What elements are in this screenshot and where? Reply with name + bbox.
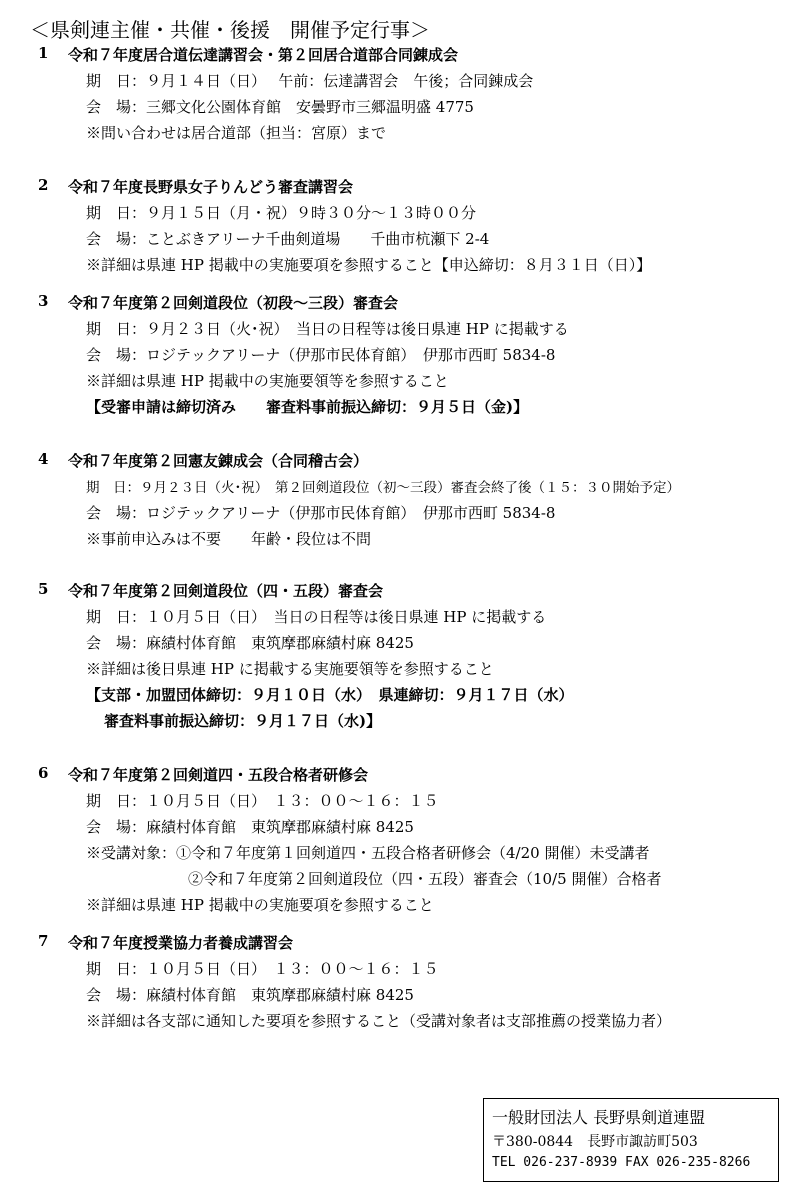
event-venue: 会 場：麻績村体育館 東筑摩郡麻績村麻 8425 (86, 634, 414, 652)
event-title: 令和７年度第２回剣道段位（四・五段）審査会 (68, 582, 384, 600)
event-note: ※問い合わせは居合道部（担当：宮原）まで (86, 124, 387, 142)
event-3 (0, 292, 798, 422)
event-2 (0, 176, 798, 280)
organization-contact-box (483, 1098, 779, 1182)
event-6 (0, 764, 798, 920)
event-note: ※詳細は後日県連 HP に掲載する実施要領等を参照すること (86, 660, 494, 678)
event-header (0, 450, 798, 476)
event-title: 令和７年度授業協力者養成講習会 (68, 934, 294, 952)
event-header (0, 764, 798, 790)
event-7 (0, 932, 798, 1036)
event-venue: 会 場：麻績村体育館 東筑摩郡麻績村麻 8425 (86, 986, 414, 1004)
event-1 (0, 44, 798, 148)
page-title: ＜県剣連主催・共催・後援 開催予定行事＞ (30, 18, 430, 42)
organization-phone-fax: TEL 026-237-8939 FAX 026-235-8266 (492, 1155, 751, 1170)
event-title: 令和７年度第２回剣道四・五段合格者研修会 (68, 766, 369, 784)
event-header (0, 44, 798, 70)
event-note: ※詳細は各支部に通知した要項を参照すること（受講対象者は支部推薦の授業協力者） (86, 1012, 672, 1030)
event-number: 3 (38, 292, 49, 310)
event-venue: 会 場：ロジテックアリーナ（伊那市民体育館） 伊那市西町 5834-8 (86, 346, 556, 364)
event-date: 期 日：１０月５日（日） １３：００～１６：１５ (86, 960, 439, 978)
event-4 (0, 450, 798, 554)
event-number: 7 (38, 932, 49, 950)
event-date: 期 日：９月１５日（月・祝）９時３０分～１３時００分 (86, 204, 477, 222)
organization-name: 一般財団法人 長野県剣道連盟 (492, 1108, 706, 1127)
event-title: 令和７年度居合道伝達講習会・第２回居合道部合同錬成会 (68, 46, 459, 64)
event-number: 2 (38, 176, 49, 194)
event-title: 令和７年度第２回憲友錬成会（合同稽古会） (68, 452, 369, 470)
event-number: 6 (38, 764, 49, 782)
event-target-2: ②令和７年度第２回剣道段位（四・五段）審査会（10/5 開催）合格者 (188, 870, 662, 888)
event-note: ※事前申込みは不要 年齢・段位は不問 (86, 530, 372, 548)
event-note: ※詳細は県連 HP 掲載中の実施要領等を参照すること (86, 372, 449, 390)
event-header (0, 176, 798, 202)
organization-address: 〒380-0844 長野市諏訪町503 (492, 1134, 698, 1150)
event-header (0, 580, 798, 606)
event-header (0, 932, 798, 958)
event-venue: 会 場：麻績村体育館 東筑摩郡麻績村麻 8425 (86, 818, 414, 836)
event-header (0, 292, 798, 318)
event-venue: 会 場：ロジテックアリーナ（伊那市民体育館） 伊那市西町 5834-8 (86, 504, 556, 522)
event-date: 期 日：９月２３日（火･祝） 当日の日程等は後日県連 HP に掲載する (86, 320, 569, 338)
event-number: 5 (38, 580, 49, 598)
event-date: 期 日：９月１４日（日） 午前：伝達講習会 午後；合同錬成会 (86, 72, 534, 90)
event-deadline-notice-2: 審査料事前振込締切：９月１７日（水)】 (104, 712, 382, 730)
event-number: 1 (38, 44, 49, 62)
event-number: 4 (38, 450, 49, 468)
event-5 (0, 580, 798, 736)
event-deadline-notice: 【受審申請は締切済み 審査料事前振込締切：９月５日（金)】 (86, 398, 529, 416)
event-date: 期 日：１０月５日（日） 当日の日程等は後日県連 HP に掲載する (86, 608, 547, 626)
event-note: ※詳細は県連 HP 掲載中の実施要項を参照すること (86, 896, 434, 914)
event-title: 令和７年度長野県女子りんどう審査講習会 (68, 178, 354, 196)
event-title: 令和７年度第２回剣道段位（初段～三段）審査会 (68, 294, 399, 312)
event-date: 期 日：１０月５日（日） １３：００～１６：１５ (86, 792, 439, 810)
event-venue: 会 場：三郷文化公園体育館 安曇野市三郷温明盛 4775 (86, 98, 474, 116)
event-deadline-notice: 【支部・加盟団体締切：９月１０日（水） 県連締切：９月１７日（水） (86, 686, 574, 704)
event-date: 期 日：９月２３日（火･祝） 第２回剣道段位（初～三段）審査会終了後（１５：３０開始予定） (86, 480, 680, 496)
event-venue: 会 場：ことぶきアリーナ千曲剣道場 千曲市杭瀬下 2-4 (86, 230, 490, 248)
event-target: ※受講対象：①令和７年度第１回剣道四・五段合格者研修会（4/20 開催）未受講者 (86, 844, 650, 862)
event-note: ※詳細は県連 HP 掲載中の実施要項を参照すること【申込締切：８月３１日（日）】 (86, 256, 652, 274)
